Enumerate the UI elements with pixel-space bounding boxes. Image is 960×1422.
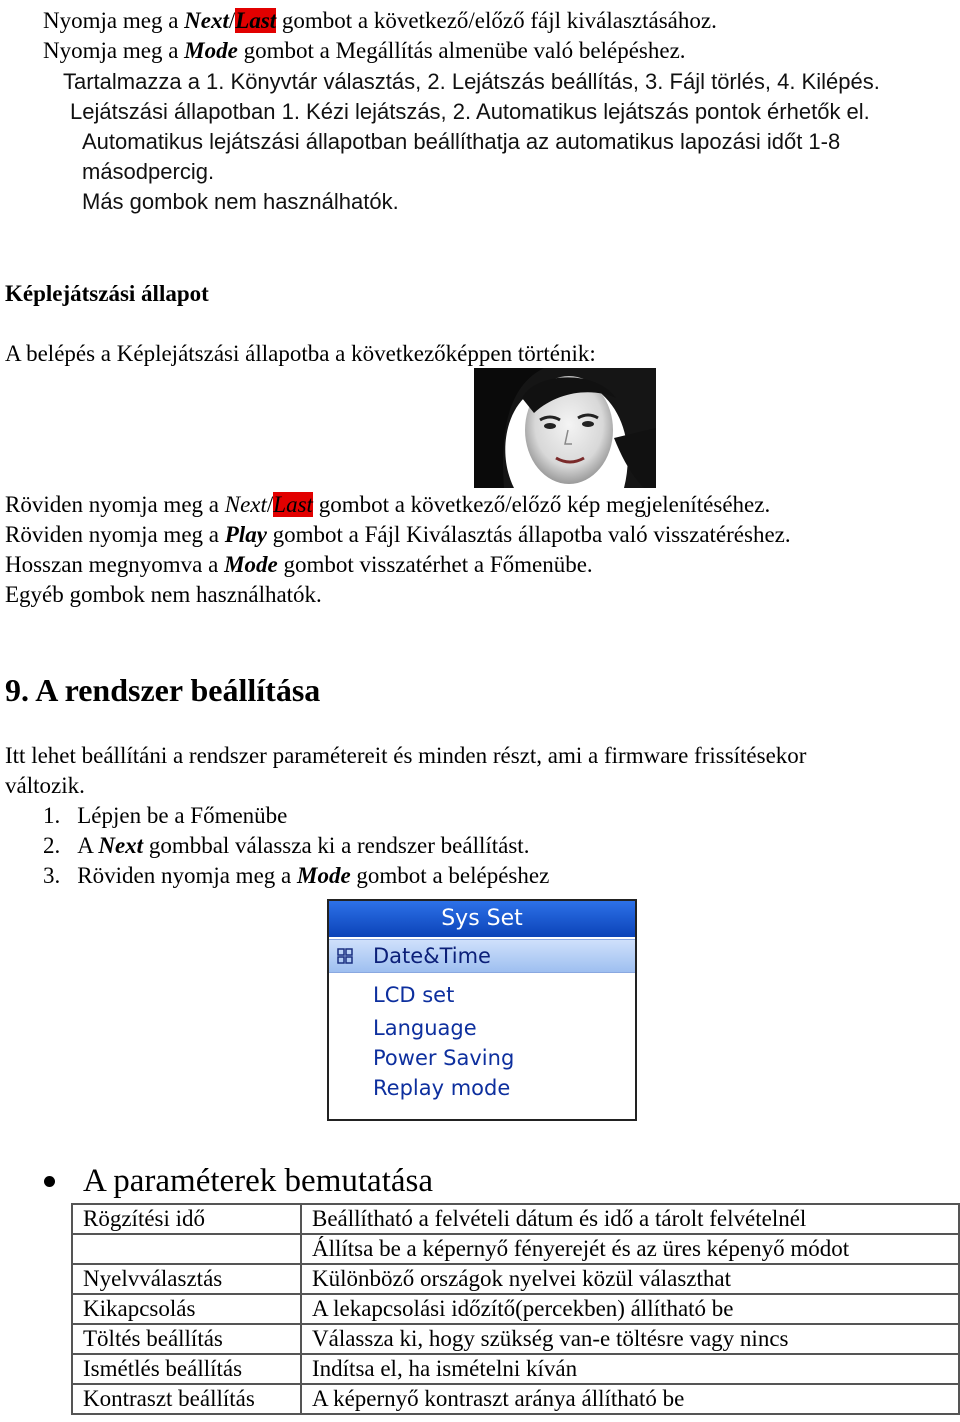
param-desc: Állítsa be a képernyő fényerejét és az üres képenyő módot [301,1234,959,1264]
param-desc: A lekapcsolási időzítő(percekben) állítható be [301,1294,959,1324]
play-key: Play [224,522,267,547]
menu-item-selected [329,939,635,973]
paragraph-playback-state: Lejátszási állapotban 1. Kézi lejátszás, 2. Automatikus lejátszás pontok érhetők el. [70,99,870,124]
parameters-table [71,1203,960,1415]
param-name: Rögzítési idő [72,1204,301,1234]
paragraph-system-intro: Itt lehet beállítáni a rendszer paramétereit és minden részt, ami a firmware frissítésekor [5,743,807,768]
table-row [72,1294,959,1324]
param-name: Töltés beállítás [72,1324,301,1354]
param-name: Nyelvválasztás [72,1264,301,1294]
mode-key: Mode [297,863,351,888]
text: gombbal válassza ki a rendszer beállítást. [143,833,530,858]
param-name: Kontraszt beállítás [72,1384,301,1414]
param-name: Kikapcsolás [72,1294,301,1324]
mode-key: Mode [184,38,238,63]
paragraph-other-buttons: Más gombok nem használhatók. [82,189,399,214]
param-name: Ismétlés beállítás [72,1354,301,1384]
text: Röviden nyomja meg a [77,863,297,888]
menu-item-power-saving: Power Saving [373,1046,515,1070]
text: Nyomja meg a [43,38,185,63]
table-row [72,1354,959,1384]
paragraph-contents: Tartalmazza a 1. Könyvtár választás, 2. Lejátszás beállítás, 3. Fájl törlés, 4. Kilépés. [63,69,880,94]
param-desc: Indítsa el, ha ismételni kíván [301,1354,959,1384]
text: Hosszan megnyomva a [5,552,225,577]
text: A [77,833,99,858]
table-row [72,1264,959,1294]
table-row [72,1324,959,1354]
param-desc: Beállítható a felvételi dátum és idő a tárolt felvételnél [301,1204,959,1234]
text: gombot a következő/előző kép megjelenítéséhez. [312,492,771,517]
step-2 [43,832,529,860]
mode-key: Mode [224,552,278,577]
section-heading-system: 9. A rendszer beállítása [5,672,321,708]
next-key: Next [224,492,267,517]
next-key: Next [184,8,229,33]
section-heading-image-playback: Képlejátszási állapot [5,281,209,306]
last-key: Last [235,8,277,33]
paragraph-other-buttons-image: Egyéb gombok nem használhatók. [5,582,322,607]
next-key: Next [98,833,144,858]
woman-portrait-photo [474,368,656,488]
menu-title: Sys Set [329,901,635,937]
text: Lépjen be a Főmenübe [77,803,288,828]
param-desc: Válassza ki, hogy szükség van-e töltésre vagy nincs [301,1324,959,1354]
paragraph-intro: A belépés a Képlejátszási állapotba a következőképpen történik: [5,341,596,366]
paragraph-play [5,521,791,549]
menu-item-lcd-set: LCD set [373,983,455,1007]
slash: / [228,8,236,33]
param-desc: A képernyő kontraszt aránya állítható be [301,1384,959,1414]
step-number: 3. [43,863,61,888]
menu-item-replay-mode: Replay mode [373,1076,511,1100]
paragraph-auto-play-cont: másodpercig. [82,159,215,184]
step-3 [43,862,549,890]
grid-icon [337,948,353,964]
section-heading-parameters: A paraméterek bemutatása [83,1163,433,1199]
step-number: 2. [43,833,61,858]
param-desc: Különböző országok nyelvei közül választhat [301,1264,959,1294]
text: Nyomja meg a [43,8,185,33]
sys-set-menu-screenshot [327,899,637,1121]
text: gombot a következő/előző fájl kiválasztásához. [276,8,717,33]
paragraph-auto-play: Automatikus lejátszási állapotban beállíthatja az automatikus lapozási időt 1-8 [82,129,841,154]
table-row [72,1384,959,1414]
bullet-icon [44,1176,55,1187]
text: Röviden nyomja meg a [5,522,225,547]
paragraph-next-last-image [5,491,770,519]
menu-item-language: Language [373,1016,477,1040]
step-1 [43,802,287,830]
slash: / [266,492,274,517]
menu-item-date-time: Date&Time [373,944,491,968]
table-row [72,1204,959,1234]
text: gombot a belépéshez [350,863,550,888]
paragraph-mode-long [5,551,593,579]
text: Röviden nyomja meg a [5,492,225,517]
last-key: Last [273,492,313,517]
text: gombot a Megállítás almenübe való belépéshez. [237,38,686,63]
param-name [72,1234,301,1264]
paragraph-mode [43,37,686,65]
text: gombot a Fájl Kiválasztás állapotba való visszatéréshez. [266,522,791,547]
table-row [72,1234,959,1264]
text: gombot visszatérhet a Főmenübe. [277,552,593,577]
step-number: 1. [43,803,61,828]
paragraph-system-intro-cont: változik. [5,773,85,798]
paragraph-next-last [43,7,717,35]
